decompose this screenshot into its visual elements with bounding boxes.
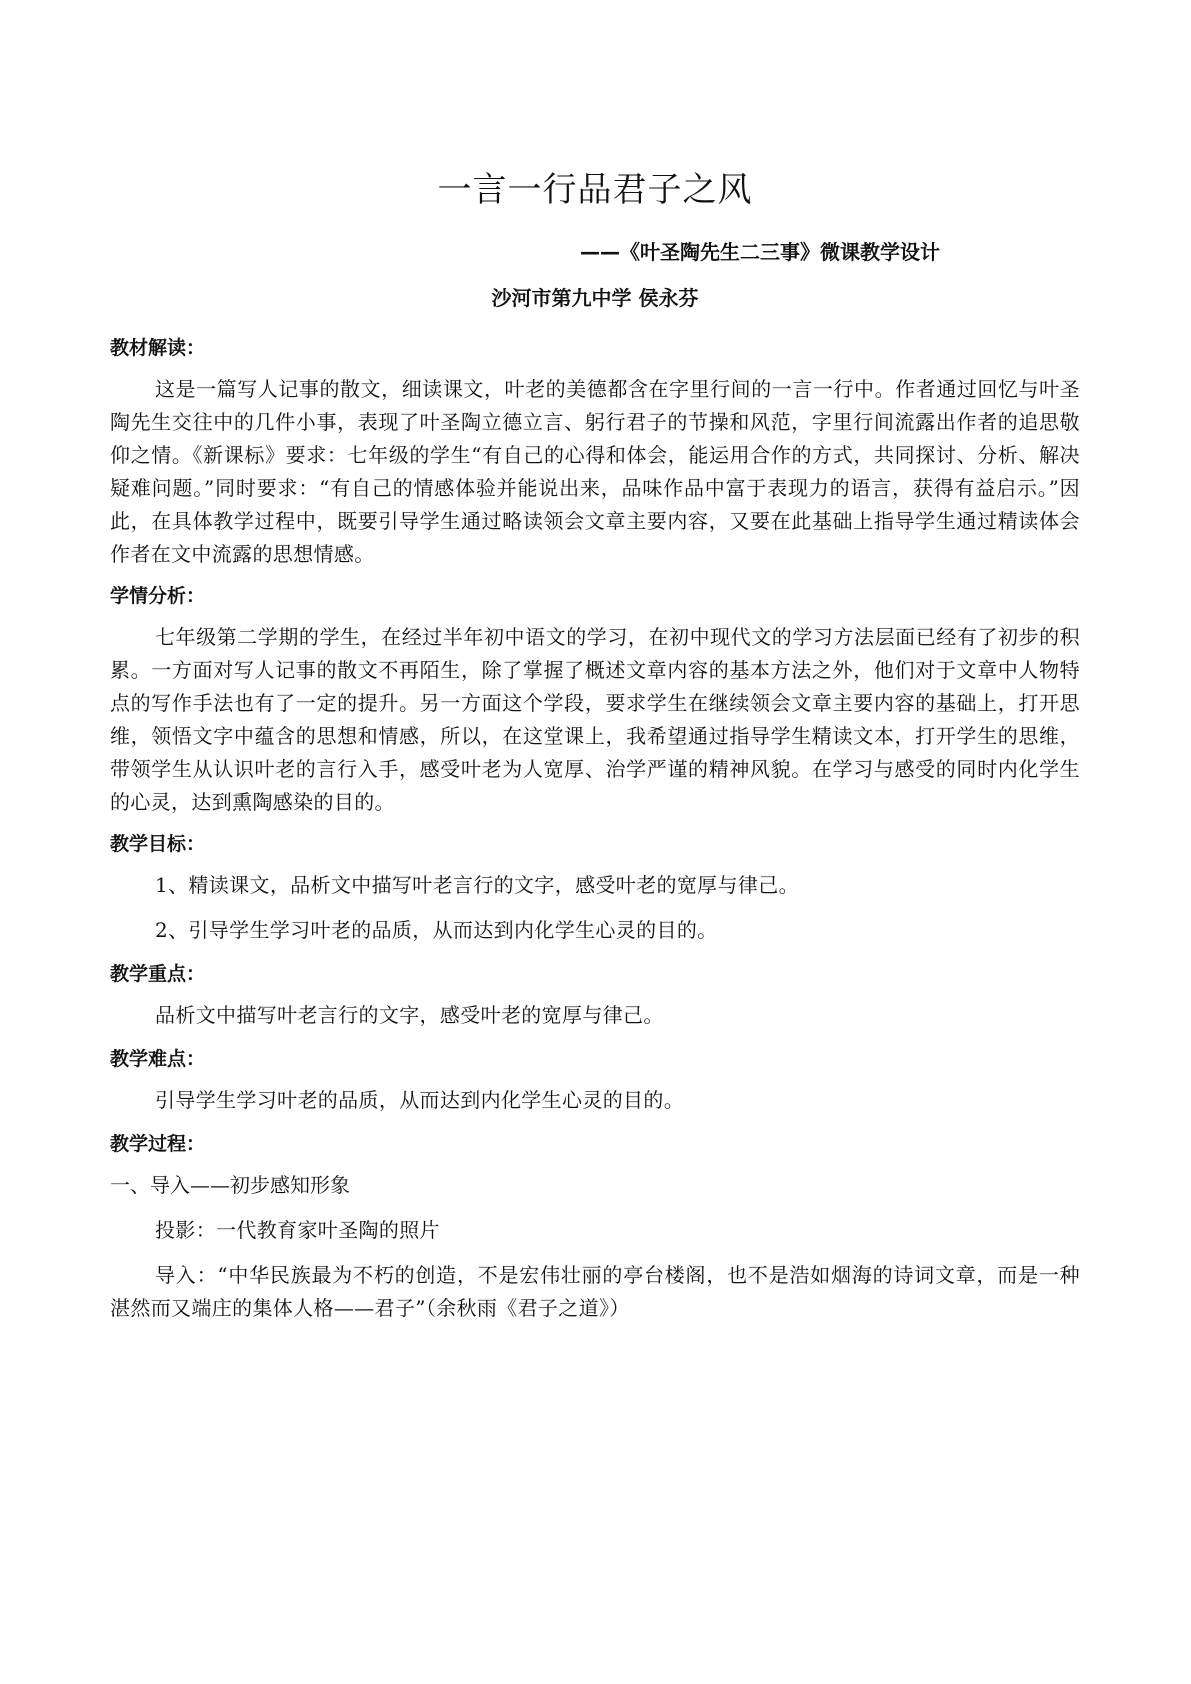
section-heading-students: 学情分析： xyxy=(110,585,206,607)
key-point-paragraph: 品析文中描写叶老言行的文字，感受叶老的宽厚与律己。 xyxy=(155,1003,664,1027)
author-line: 沙河市第九中学 侯永芬 xyxy=(491,286,699,310)
document-body xyxy=(110,333,1080,1335)
section-heading-difficulty: 教学难点： xyxy=(110,1048,206,1070)
goal-item-1: 1、精读课文，品析文中描写叶老言行的文字，感受叶老的宽厚与律己。 xyxy=(155,873,799,897)
goal-item-2: 2、引导学生学习叶老的品质，从而达到内化学生心灵的目的。 xyxy=(155,918,718,942)
difficulty-paragraph: 引导学生学习叶老的品质，从而达到内化学生心灵的目的。 xyxy=(155,1088,685,1112)
document-title: 一言一行品君子之风 xyxy=(437,170,753,210)
section-heading-goals: 教学目标： xyxy=(110,833,206,855)
projection-line: 投影：一代教育家叶圣陶的照片 xyxy=(155,1218,440,1242)
process-step-1: 一、导入——初步感知形象 xyxy=(110,1173,350,1197)
document-subtitle: ——《叶圣陶先生二三事》微课教学设计 xyxy=(580,240,940,264)
intro-paragraph: 导入：“中华民族最为不朽的创造，不是宏伟壮丽的亭台楼阁，也不是浩如烟海的诗词文章，而是一种湛然而又端庄的集体人格——君子”（余秋雨《君子之道》） xyxy=(110,1263,1080,1320)
document-page xyxy=(110,0,1080,1684)
section-heading-process: 教学过程： xyxy=(110,1133,206,1155)
section-heading-key-point: 教学重点： xyxy=(110,963,206,985)
textbook-paragraph: 这是一篇写人记事的散文，细读课文，叶老的美德都含在字里行间的一言一行中。作者通过回忆与叶圣陶先生交往中的几件小事，表现了叶圣陶立德立言、躬行君子的节操和风范，字里行间流露出作者的追思敬仰之情。《新课标》要求：七年级的学生“有自己的心得和体会，能运用合作的方式，共同探讨、分析、解决疑难问题。”同时要求：“有自己的情感体验并能说出来，品味作品中富于表现力的语言，获得有益启示。”因此，在具体教学过程中，既要引导学生通过略读领会文章主要内容，又要在此基础上指导学生通过精读体会作者在文中流露的思想情感。 xyxy=(110,377,1080,566)
students-paragraph: 七年级第二学期的学生，在经过半年初中语文的学习，在初中现代文的学习方法层面已经有了初步的积累。一方面对写人记事的散文不再陌生，除了掌握了概述文章内容的基本方法之外，他们对于文章中人物特点的写作手法也有了一定的提升。另一方面这个学段，要求学生在继续领会文章主要内容的基础上，打开思维，领悟文字中蕴含的思想和情感，所以，在这堂课上，我希望通过指导学生精读文本，打开学生的思维，带领学生从认识叶老的言行入手，感受叶老为人宽厚、治学严谨的精神风貌。在学习与感受的同时内化学生的心灵，达到熏陶感染的目的。 xyxy=(110,625,1080,814)
section-heading-textbook: 教材解读： xyxy=(110,337,206,359)
